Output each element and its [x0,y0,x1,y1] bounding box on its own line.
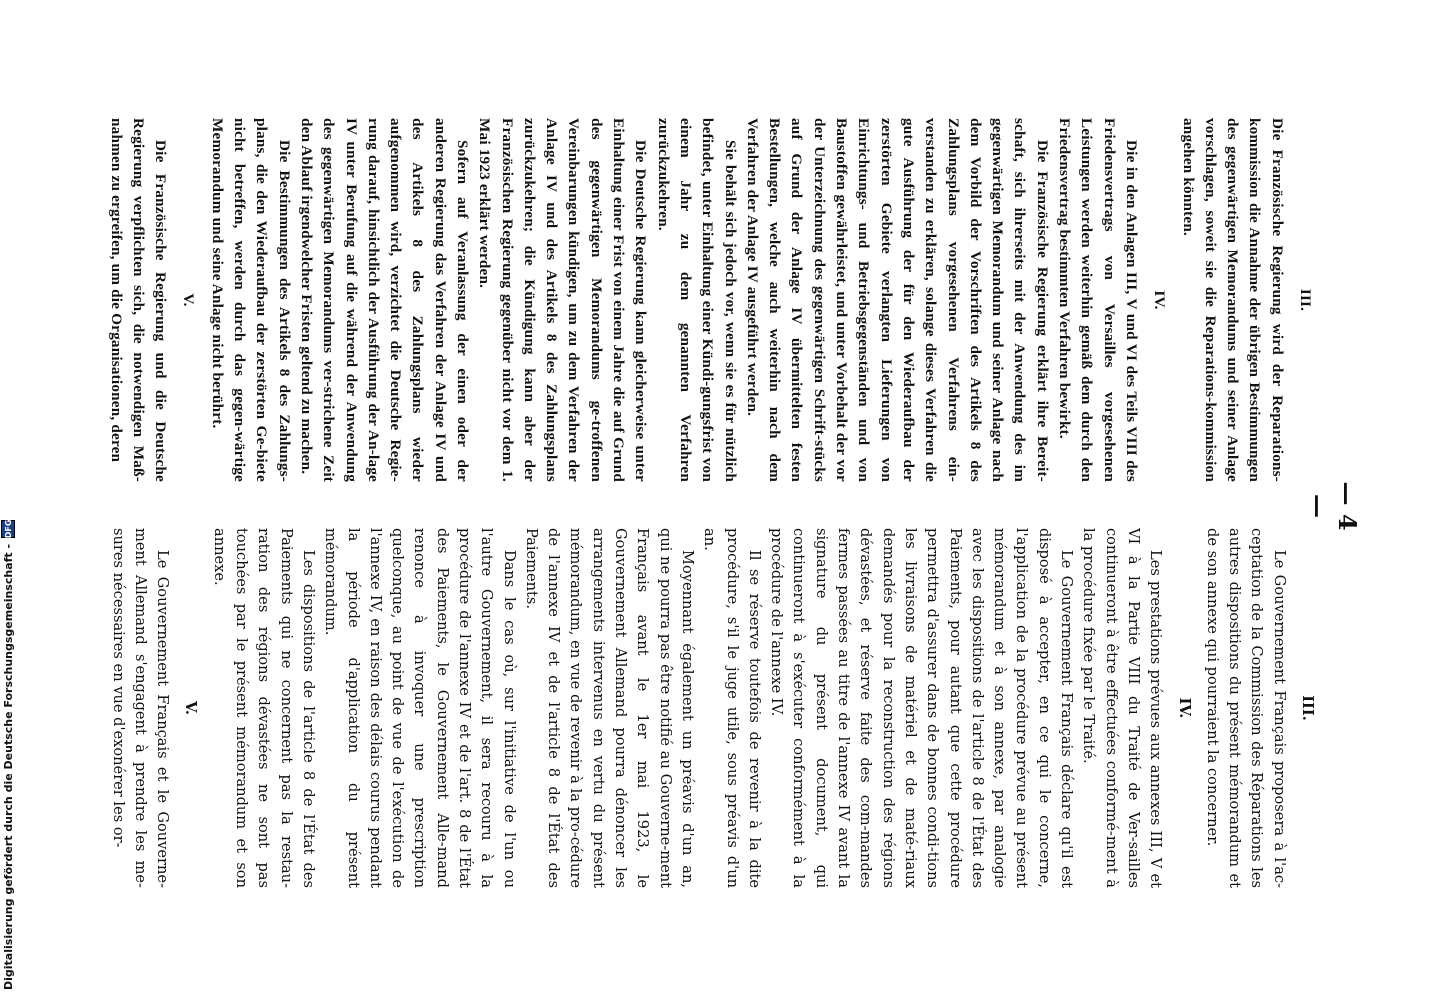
paragraph-de-7: Die Bestimmungen des Artikels 8 des Zahlungs-plans, die den Wiederaufbau der zerstörten Ge-biete nicht betreffen, werden durch das gegen-wärtige Memorandum und seine Anlage nicht berührt. [208,118,293,482]
digitization-credit [0,0,16,1000]
paragraph-fr-1: Le Gouvernement Français proposera à l'ac-ceptation de la Commission des Réparations les autres dispositions du présent mémorandum et de son annexe qui pourraient la concerner. [1203,528,1288,888]
section-heading-5-fr: V. [182,701,200,715]
paragraph-de-6: Sofern auf Veranlassung der einen oder der anderen Regierung das Verfahren der Anlage IV und des Artikels 8 des Zahlungsplans wieder aufgenommen wird, verzichtet die Deutsche Regie-rung darauf, hinsichtlich der Ausführung der An-lage IV unter Berufung auf die während der Anwendung des gegenwärtigen Memorandums ver-strichene Zeit den Ablauf irgendwelcher Fristen geltend zu machen. [297,118,472,482]
paragraph-de-2: Die in den Anlagen III, V und VI des Teils VIII des Friedensvertrags von Versailles vorgesehenen Leistungen werden weiterhin gemäß dem durch den Friedensvertrag bestimmten Verfahren bewirkt. [1056,118,1140,482]
paragraph-de-1: Die Französische Regierung wird der Reparations-kommission die Annahme der übrigen Bestimmungen des gegenwärtigen Memorandums und seiner Anlage vorschlagen, soweit sie die Reparations-kommission angehen könnten. [1179,118,1286,482]
section-heading-3-de: III. [1297,288,1314,312]
paragraph-de-4: Sie behält sich jedoch vor, wenn sie es für nützlich befindet, unter Einhaltung einer Kündi-gungsfrist von einem Jahr zu dem genannten Verfahren zurückzukehren. [654,118,739,482]
paragraph-fr-5: Moyennant également un préavis d'un an, qui ne pourra pas être notifié au Gouverne-ment Français avant le 1er mai 1923, le Gouvernement Allemand pourra dénoncer les arrangements intervenus en vertu du présent mémorandum, en vue de revenir à la pro-cédure de l'annexe IV et de l'article 8 de l'État des Paiements. [522,528,696,888]
paragraph-de-8: Die Französische Regierung und die Deutsche Regierung verpflichten sich, die notwendigen Maß-nahmen zu ergreifen, um die Organisationen, deren [107,118,170,482]
paragraph-de-5: Die Deutsche Regierung kann gleicherweise unter Einhaltung einer Frist von einem Jahre die auf Grund des gegenwärtigen Memorandums ge-troffenen Vereinbarungen kündigen, um zu dem Verfahren der Anlage IV und des Artikels 8 des Zahlungsplans zurückzukehren; die Kündigung kann aber der Französischen Regierung gegenüber nicht vor dem 1. Mai 1923 erklärt werden. [476,118,650,482]
paragraph-de-3: Die Französische Regierung erklärt ihre Bereit-schaft, sich ihrerseits mit der Anwendung des im gegenwärtigen Memorandum und seiner Anlage nach dem Vorbild der Vorschriften des Artikels 8 des Zahlungsplans vorgesehenen Verfahrens ein-verstanden zu erklären, solange dieses Verfahren die gute Ausführung der für den Wiederaufbau der zerstörten Gebiete verlangten Lieferungen von Einrichtungs- und Betriebsgegenständen und von Baustoffen gewährleistet, und unter Vorbehalt der vor der Unterzeichnung des gegenwärtigen Schrift-stücks auf Grund der Anlage IV übermittelten festen Bestellungen, welche auch weiterhin nach dem Verfahren der Anlage IV ausgeführt werden. [743,118,1051,482]
paragraph-fr-3: Le Gouvernement Français déclare qu'il est disposé à accepter, en ce qui le concerne, l'application de la procédure prévue au présent mémorandum et à son annexe, par analogie avec les dispositions de l'article 8 de l'État des Paiements, pour autant que cette procédure permettra d'assurer dans de bonnes condi-tions les livraisons de matériel et de maté-riaux demandés pour la reconstruction des régions dévastées, et réserve faite des com-mandes fermes passées au titre de l'annexe IV avant la signature du présent document, qui continueront à s'exécuter conformément à la procédure de l'annexe IV. [768,528,1076,888]
section-heading-4-de: IV. [1151,290,1169,310]
credit-text: Digitalisierung gefördert durch die Deutsche Forschungsgemeinschaft - [1,543,15,990]
section-heading-4-fr: IV. [1175,697,1193,719]
page-number: — 4 — [1304,481,1362,531]
paragraph-fr-2: Les prestations prévues aux annexes III, V et VI à la Partie VIII du Traité de Ver-sailles continueront à être effectuées conformé-ment à la procédure fixée par le Traité. [1080,528,1165,888]
paragraph-fr-7: Les dispositions de l'article 8 de l'État des Paiements qui ne concernent pas la restau-ration des régions dévastées ne sont pas touchées par le présent mémorandum et son annexe. [210,528,317,888]
paragraph-fr-8: Le Gouvernement Français et le Gouverne-ment Allemand s'engagent à prendre les me-sures nécessaires en vue d'exonérer les or- [109,528,172,888]
section-heading-3-fr: III. [1299,695,1316,721]
paragraph-fr-6: Dans le cas où, sur l'initiative de l'un ou l'autre Gouvernement, il sera recouru à la procédure de l'annexe IV et de l'art. 8 de l'État des Paiements, le Gouvernement Alle-mand renonce à invoquer une prescription quelconque, au point de vue de l'exécution de l'annexe IV, en raison des délais courus pendant la période d'application du présent mémorandum. [322,528,518,888]
dfg-logo-icon: DFG [1,520,15,538]
section-heading-5-de: V. [180,293,198,307]
french-column [106,528,1324,888]
paragraph-fr-4: Il se réserve toutefois de revenir à la dite procédure, s'il le juge utile, sous préavis d'un an. [701,528,763,888]
german-column [104,118,1322,482]
